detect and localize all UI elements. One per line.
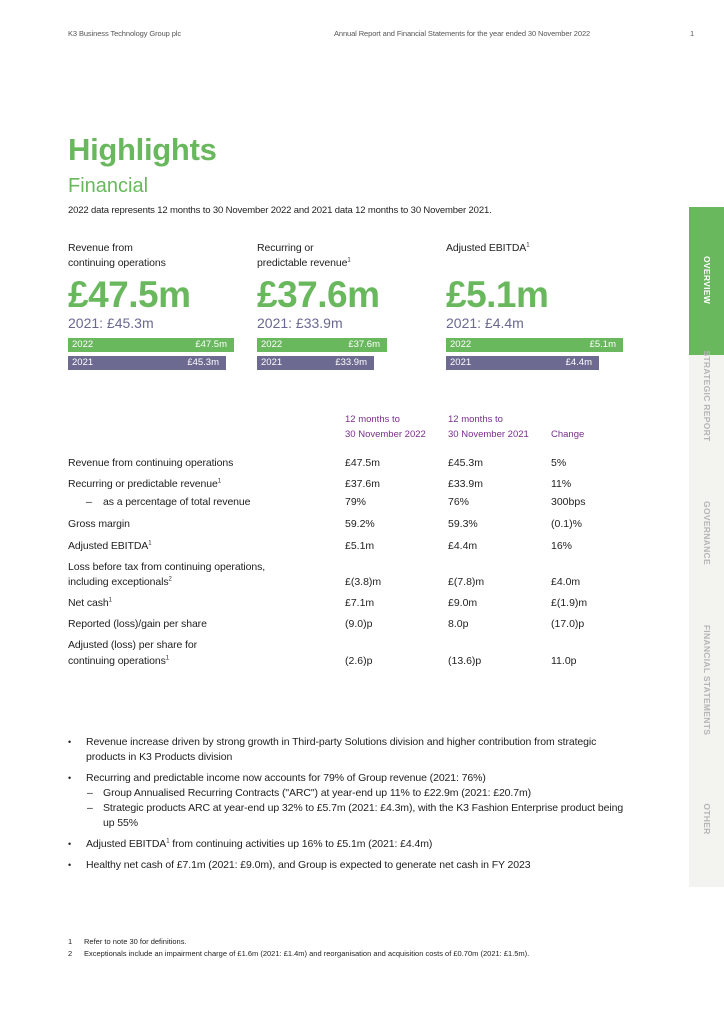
- bar-year: 2021: [450, 357, 472, 368]
- row-label-text: Recurring or predictable revenue: [68, 478, 218, 490]
- kpi-recurring-revenue: [257, 241, 442, 331]
- footnote: [68, 937, 638, 947]
- table-header-change: Change: [551, 429, 585, 440]
- footnote-ref: 1: [108, 597, 112, 604]
- cell-change: 16%: [551, 540, 573, 552]
- bullet-item: [68, 837, 628, 852]
- header-line2: 30 November 2022: [345, 429, 426, 440]
- row-label: Reported (loss)/gain per share: [68, 618, 207, 630]
- footnote-ref: 1: [217, 478, 221, 485]
- cell-change: (0.1)%: [551, 518, 582, 530]
- cell-2022: £47.5m: [345, 457, 381, 469]
- footnote-ref: 1: [148, 540, 152, 547]
- sidebar-item-label: STRATEGIC REPORT: [701, 350, 712, 442]
- row-label: [68, 539, 151, 554]
- bar-year: 2022: [72, 339, 94, 350]
- row-label: [68, 596, 112, 611]
- dash: –: [87, 802, 93, 814]
- header-line1: 12 months to: [345, 414, 400, 425]
- footnote-ref: 1: [165, 655, 169, 662]
- table-header-2021: [448, 412, 529, 442]
- cell-2022: £7.1m: [345, 597, 375, 609]
- cell-2022: 59.2%: [345, 518, 375, 530]
- bar-value: £37.6m: [348, 339, 380, 350]
- cell-change: 300bps: [551, 496, 586, 508]
- bullet-item: • Revenue increase driven by strong growth in Third-party Solutions division and higher contribution from strategic products in K3 Products division: [68, 735, 628, 765]
- bar-2021: [257, 356, 374, 370]
- footnote-ref: 1: [166, 838, 170, 845]
- bar-value: £5.1m: [589, 339, 616, 350]
- cell-2021: £9.0m: [448, 597, 478, 609]
- cell-2021: 76%: [448, 496, 470, 508]
- row-label-text: including exceptionals: [68, 576, 169, 588]
- cell-2021: £33.9m: [448, 478, 484, 490]
- row-label: Gross margin: [68, 518, 130, 530]
- sidebar-item-strategic-report[interactable]: [689, 350, 724, 480]
- sidebar-item-label: FINANCIAL STATEMENTS: [701, 624, 712, 736]
- kpi-label-text: Adjusted EBITDA: [446, 242, 527, 254]
- row-label-text: Adjusted EBITDA: [68, 540, 149, 552]
- sidebar-item-label: OVERVIEW: [701, 255, 712, 305]
- bullet-item: • Healthy net cash of £7.1m (2021: £9.0m), and Group is expected to generate net cash in FY 2023: [68, 858, 628, 873]
- sub-bullet-item: [68, 801, 628, 831]
- cell-2022: £(3.8)m: [345, 576, 382, 588]
- bar-value: £33.9m: [335, 357, 367, 368]
- row-label-line1: Adjusted (loss) per share for: [68, 639, 197, 651]
- cell-2022: £5.1m: [345, 540, 375, 552]
- kpi-value: £5.1m: [446, 274, 549, 315]
- kpi-label-line2: [257, 256, 442, 271]
- sidebar-item-financial-statements[interactable]: [689, 605, 724, 755]
- page-subtitle: Financial: [68, 175, 149, 197]
- row-label: [68, 654, 169, 669]
- bar-value: £4.4m: [565, 357, 592, 368]
- bar-year: 2022: [450, 339, 472, 350]
- cell-2021: £(7.8)m: [448, 576, 485, 588]
- page-number: 1: [690, 29, 695, 38]
- row-label-text: Net cash: [68, 597, 109, 609]
- kpi-label: [68, 241, 253, 271]
- row-sub-dash: –: [86, 496, 92, 508]
- footnote-text: Refer to note 30 for definitions.: [84, 937, 187, 946]
- header-line2: 30 November 2021: [448, 429, 529, 440]
- cell-2022: (9.0)p: [345, 618, 373, 630]
- kpi-label: [446, 241, 631, 271]
- sidebar-item-governance[interactable]: [689, 480, 724, 605]
- row-label: [68, 477, 221, 492]
- kpi-label-line1: Recurring or: [257, 242, 314, 254]
- kpi-label-line1: [446, 241, 631, 256]
- bar-2022: [446, 338, 623, 352]
- bar-year: 2021: [261, 357, 283, 368]
- sidebar-item-other[interactable]: [689, 755, 724, 887]
- cell-2022: 79%: [345, 496, 367, 508]
- row-label: Revenue from continuing operations: [68, 457, 234, 469]
- table-header-2022: [345, 412, 426, 442]
- bar-value: £47.5m: [195, 339, 227, 350]
- footnote-ref: 2: [168, 576, 172, 583]
- cell-change: 11%: [551, 478, 572, 490]
- row-label-text: continuing operations: [68, 655, 166, 667]
- cell-2021: £45.3m: [448, 457, 484, 469]
- bullet-item: • Recurring and predictable income now accounts for 79% of Group revenue (2021: 76%): [68, 771, 628, 786]
- row-label: as a percentage of total revenue: [103, 496, 251, 508]
- header-line1: 12 months to: [448, 414, 503, 425]
- sub-bullet-item: [68, 786, 628, 801]
- sidebar-item-label: GOVERNANCE: [701, 501, 712, 565]
- footnote: [68, 949, 638, 969]
- kpi-value: £47.5m: [68, 274, 191, 315]
- bar-2021: [68, 356, 226, 370]
- sidebar-item-label: OTHER: [701, 803, 712, 835]
- kpi-label-line2: continuing operations: [68, 257, 166, 269]
- footnote-number: 1: [68, 937, 73, 946]
- footnote-ref: 1: [526, 242, 530, 249]
- cell-change: £4.0m: [551, 576, 581, 588]
- kpi-prior: 2021: £33.9m: [257, 315, 343, 331]
- highlights-bullets: [68, 735, 628, 879]
- cell-change: (17.0)p: [551, 618, 585, 630]
- cell-2022: (2.6)p: [345, 655, 373, 667]
- kpi-prior: 2021: £4.4m: [446, 315, 524, 331]
- sidebar-item-overview[interactable]: [689, 207, 724, 355]
- bar-2022: [68, 338, 234, 352]
- footnote-ref: 1: [347, 257, 351, 264]
- sub-bullet-text: Strategic products ARC at year-end up 32% to £5.7m (2021: £4.3m), with the K3 Fashion Enterprise product being up 55%: [103, 802, 624, 829]
- bar-value: £45.3m: [187, 357, 219, 368]
- intro-text: 2022 data represents 12 months to 30 November 2022 and 2021 data 12 months to 30 November 2021.: [68, 205, 492, 216]
- kpi-revenue: [68, 241, 253, 331]
- row-label: [68, 575, 172, 590]
- bar-2022: [257, 338, 387, 352]
- footnote-text: Exceptionals include an impairment charge of £1.6m (2021: £1.4m) and reorganisation and acquisition costs of £0.70m (2021: £1.5m).: [84, 949, 530, 958]
- header-company: K3 Business Technology Group plc: [68, 29, 181, 38]
- cell-2021: 59.3%: [448, 518, 478, 530]
- bar-year: 2022: [261, 339, 283, 350]
- sub-bullet-text: Group Annualised Recurring Contracts ("ARC") at year-end up 11% to £22.9m (2021: £20.7m): [103, 787, 532, 799]
- header-report-title: Annual Report and Financial Statements for the year ended 30 November 2022: [334, 29, 591, 38]
- kpi-label-text: predictable revenue: [257, 257, 348, 269]
- kpi-value: £37.6m: [257, 274, 380, 315]
- cell-2022: £37.6m: [345, 478, 381, 490]
- footnote-number: 2: [68, 949, 73, 958]
- kpi-prior: 2021: £45.3m: [68, 315, 154, 331]
- kpi-label-line1: Revenue from: [68, 242, 133, 254]
- cell-2021: (13.6)p: [448, 655, 482, 667]
- kpi-adjusted-ebitda: [446, 241, 631, 331]
- page-title: Highlights: [68, 132, 217, 167]
- kpi-label: [257, 241, 442, 271]
- bullet-text: Adjusted EBITDA: [86, 838, 167, 850]
- bullet-text: from continuing activities up 16% to £5.1m (2021: £4.4m): [169, 838, 433, 850]
- bar-2021: [446, 356, 599, 370]
- cell-2021: £4.4m: [448, 540, 478, 552]
- cell-2021: 8.0p: [448, 618, 469, 630]
- section-sidebar: [689, 207, 724, 887]
- cell-change: 11.0p: [551, 655, 577, 667]
- bar-year: 2021: [72, 357, 94, 368]
- cell-change: 5%: [551, 457, 567, 469]
- dash: –: [87, 787, 93, 799]
- cell-change: £(1.9)m: [551, 597, 588, 609]
- row-label-line1: Loss before tax from continuing operations,: [68, 561, 266, 573]
